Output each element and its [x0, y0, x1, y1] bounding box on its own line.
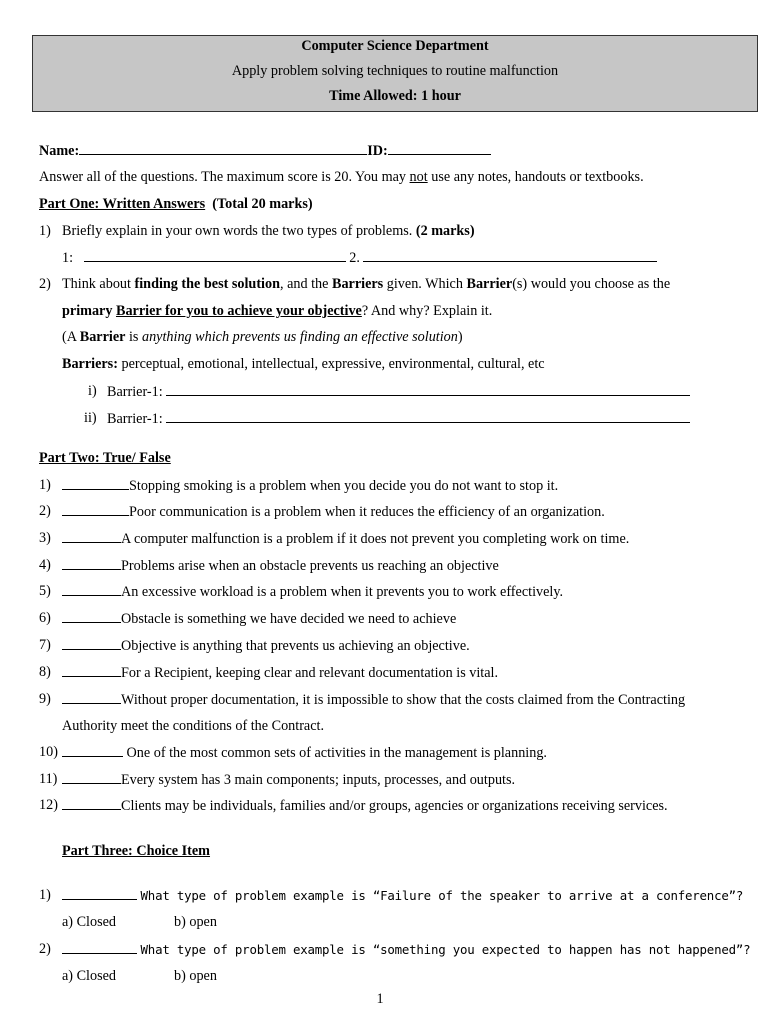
- name-id-row: [39, 141, 491, 160]
- tf-item-text: Stopping smoking is a problem when you decide you do not want to stop it.: [129, 478, 559, 494]
- tf-item-number: 5): [39, 583, 51, 599]
- tf-item-text: One of the most common sets of activities in the management is planning.: [123, 745, 547, 761]
- tf-answer-blank[interactable]: [62, 476, 129, 490]
- tf-item-text: Problems arise when an obstacle prevents us reaching an objective: [121, 558, 499, 574]
- tf-item: [62, 582, 563, 601]
- tf-item-text: Obstacle is something we have decided we need to achieve: [121, 611, 457, 627]
- tf-item: [62, 690, 685, 709]
- barrier-i-answer: Barrier-1:: [107, 382, 690, 401]
- tf-item-number: 12): [39, 797, 58, 813]
- tf-item: [62, 663, 498, 682]
- tf-item-text: Objective is anything that prevents us achieving an objective.: [121, 638, 470, 654]
- tf-item-number: 3): [39, 530, 51, 546]
- barrier-ii-row: ii): [84, 410, 97, 426]
- tf-item-text: For a Recipient, keeping clear and relevant documentation is vital.: [121, 665, 499, 681]
- tf-item-text: An excessive workload is a problem when it prevents you to work effectively.: [121, 584, 564, 600]
- tf-item-number: 4): [39, 557, 51, 573]
- tf-item-number: 9): [39, 691, 51, 707]
- choice-item-text: What type of problem example is “Failure of the speaker to arrive at a conference”?: [140, 888, 744, 903]
- choice-option-b[interactable]: b) open: [174, 914, 217, 930]
- choice-answer-blank[interactable]: [62, 886, 137, 900]
- tf-item-number: 8): [39, 664, 51, 680]
- answer-blank-1[interactable]: [84, 248, 346, 262]
- choice-item-number: 1): [39, 887, 51, 903]
- answer-blank-2[interactable]: [363, 248, 657, 262]
- tf-item-continuation: Authority meet the conditions of the Contract.: [62, 718, 325, 734]
- tf-item-number: 1): [39, 477, 51, 493]
- choice-item: [62, 886, 743, 905]
- id-label: ID:: [367, 143, 388, 159]
- tf-answer-blank[interactable]: [62, 502, 129, 516]
- tf-item-number: 11): [39, 771, 58, 787]
- part-one-q2: 2): [39, 276, 51, 292]
- tf-answer-blank[interactable]: [62, 743, 123, 757]
- name-label: Name:: [39, 143, 80, 159]
- tf-item: [62, 529, 629, 548]
- choice-option-a[interactable]: a) Closed: [62, 914, 116, 930]
- time-allowed: Time Allowed: 1 hour: [329, 88, 461, 104]
- exam-subtitle: Apply problem solving techniques to routine malfunction: [231, 63, 559, 79]
- tf-item: [62, 476, 558, 495]
- choice-item-text: What type of problem example is “something you expected to happen has not happened”?: [140, 942, 751, 957]
- part-one-q2-line2: primary Barrier for you to achieve your objective? And why? Explain it.: [62, 303, 493, 319]
- tf-item: [62, 502, 605, 521]
- tf-answer-blank[interactable]: [62, 663, 121, 677]
- choice-option-b[interactable]: b) open: [174, 968, 217, 984]
- part-one-total: (Total 20 marks): [212, 196, 313, 212]
- instructions: Answer all of the questions. The maximum score is 20. You may not use any notes, handouts or textbooks.: [39, 169, 644, 185]
- page-number: 1: [376, 991, 384, 1007]
- tf-item: [62, 743, 547, 762]
- tf-item-number: 2): [39, 503, 51, 519]
- tf-answer-blank[interactable]: [62, 609, 121, 623]
- tf-answer-blank[interactable]: [62, 582, 121, 596]
- part-one-title: Part One: Written Answers: [39, 196, 206, 212]
- tf-item-number: 7): [39, 637, 51, 653]
- part-one-q1-blanks: 1: 2.: [62, 248, 657, 267]
- tf-item-text: Without proper documentation, it is impossible to show that the costs claimed from the Contracting: [121, 692, 686, 708]
- tf-answer-blank[interactable]: [62, 690, 121, 704]
- name-blank[interactable]: [79, 141, 367, 155]
- choice-answer-blank[interactable]: [62, 940, 137, 954]
- part-two-title: Part Two: True/ False: [39, 450, 171, 466]
- tf-answer-blank[interactable]: [62, 796, 121, 810]
- barrier-ii-blank[interactable]: [166, 409, 690, 423]
- department-title: Computer Science Department: [301, 38, 489, 54]
- tf-item: [62, 556, 499, 575]
- part-one-q2-line3: (A Barrier is anything which prevents us finding an effective solution): [62, 329, 463, 345]
- tf-item-number: 10): [39, 744, 58, 760]
- choice-option-a[interactable]: a) Closed: [62, 968, 116, 984]
- tf-answer-blank[interactable]: [62, 529, 121, 543]
- tf-item-text: Poor communication is a problem when it reduces the efficiency of an organization.: [129, 504, 605, 520]
- barriers-list: Barriers: perceptual, emotional, intellectual, expressive, environmental, cultural, etc: [62, 356, 545, 372]
- tf-item: [62, 770, 515, 789]
- choice-item-number: 2): [39, 941, 51, 957]
- id-blank[interactable]: [388, 141, 491, 155]
- tf-item-text: Every system has 3 main components; inputs, processes, and outputs.: [121, 772, 516, 788]
- barrier-ii-answer: Barrier-1:: [107, 409, 690, 428]
- part-one-q1: 1): [39, 223, 51, 239]
- tf-answer-blank[interactable]: [62, 770, 121, 784]
- tf-answer-blank[interactable]: [62, 636, 121, 650]
- part-one-heading: [39, 195, 313, 213]
- barrier-i-row: i): [88, 383, 97, 399]
- choice-item: [62, 940, 750, 959]
- tf-answer-blank[interactable]: [62, 556, 121, 570]
- part-three-title: Part Three: Choice Item: [62, 843, 211, 859]
- tf-item: [62, 609, 456, 628]
- barrier-i-blank[interactable]: [166, 382, 690, 396]
- tf-item: [62, 636, 470, 655]
- tf-item-number: 6): [39, 610, 51, 626]
- tf-item: [62, 796, 668, 815]
- part-one-q1-text: Briefly explain in your own words the two types of problems. (2 marks): [62, 223, 475, 239]
- exam-header: [32, 35, 758, 112]
- tf-item-text: Clients may be individuals, families and/or groups, agencies or organizations receiving services.: [121, 798, 668, 814]
- part-one-q2-line1: Think about finding the best solution, and the Barriers given. Which Barrier(s) would you choose as the: [62, 276, 671, 292]
- tf-item-text: A computer malfunction is a problem if it does not prevent you completing work on time.: [121, 531, 630, 547]
